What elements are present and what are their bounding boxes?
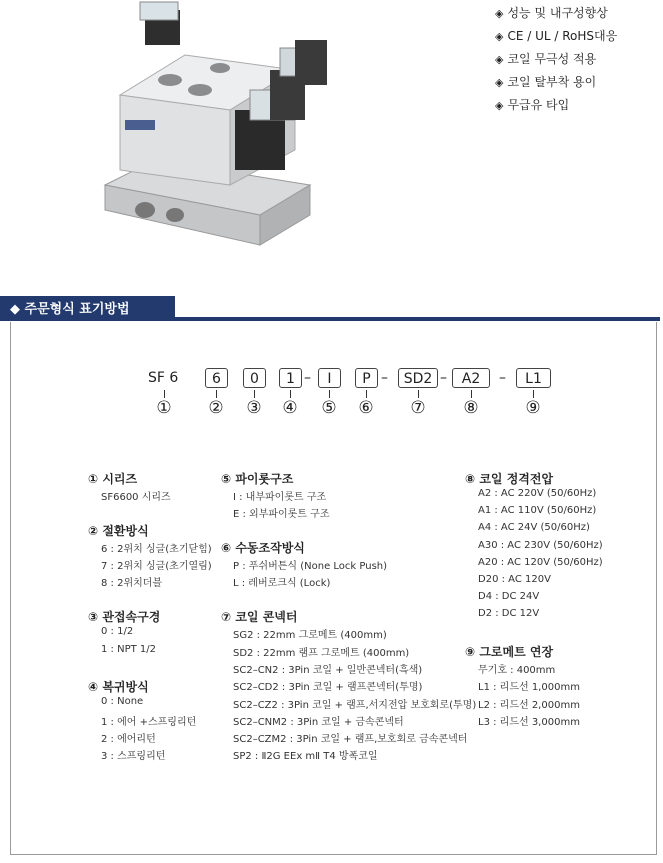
legend-switching-title: ② 절환방식 [88,524,149,538]
feature-item: ◈ CE / UL / RoHS대응 [495,29,618,43]
legend-pilot-item: E : 외부파이롯트 구조 [233,509,330,520]
legend-return-item: 1 : 에어 +스프링리턴 [101,717,197,728]
diamond-bullet-icon: ◈ [495,30,504,43]
legend-grommet-item: L1 : 리드선 1,000mm [478,682,580,693]
diamond-bullet-icon: ◈ [495,99,504,112]
legend-grommet-item: 무기호 : 400mm [478,665,556,676]
feature-item: ◈ 무급유 타입 [495,98,570,112]
code-number: ③ [246,398,262,418]
legend-connector-item: SC2–CNM2 : 3Pin 코일 + 금속콘넥터 [233,717,404,728]
code-number: ⑤ [321,398,337,418]
code-dash: – [440,370,447,386]
legend-voltage-item: A20 : AC 120V (50/60Hz) [478,557,603,568]
legend-series-title: ① 시리즈 [88,472,138,486]
legend-manual-title: ⑥ 수동조작방식 [221,541,305,555]
feature-item: ◈ 코일 탈부착 용이 [495,75,597,89]
legend-grommet-item: L3 : 리드선 3,000mm [478,717,580,728]
legend-connector-item: SC2–CZ2 : 3Pin 코일 + 램프,서지전압 보호회로(투명) [233,700,477,711]
code-number: ⑨ [525,398,541,418]
code-number: ② [208,398,224,418]
legend-connector-item: SD2 : 22mm 램프 그로메트 (400mm) [233,648,410,659]
code-box: 1 [279,368,302,388]
legend-voltage-item: D20 : AC 120V [478,574,551,585]
legend-manual-item: L : 레버로크식 (Lock) [233,578,331,589]
section-header-rule [0,317,660,321]
code-number: ① [156,398,172,418]
legend-pilot-item: I : 내부파이롯트 구조 [233,492,327,503]
legend-return-item: 3 : 스프링리턴 [101,751,166,762]
legend-connector-item: SG2 : 22mm 그로메트 (400mm) [233,630,387,641]
diamond-bullet-icon: ◈ [495,76,504,89]
legend-port-title: ③ 관접속구경 [88,610,161,624]
legend-voltage-item: A2 : AC 220V (50/60Hz) [478,488,597,499]
feature-item: ◈ 성능 및 내구성향상 [495,6,608,20]
legend-voltage-item: A4 : AC 24V (50/60Hz) [478,522,590,533]
code-box: L1 [516,368,551,388]
legend-voltage-item: A1 : AC 110V (50/60Hz) [478,505,597,516]
code-dash: – [381,370,388,386]
legend-connector-item: SC2–CD2 : 3Pin 코일 + 램프콘넥터(투명) [233,682,423,693]
legend-grommet-item: L2 : 리드선 2,000mm [478,700,580,711]
legend-connector-title: ⑦ 코일 콘넥터 [221,610,298,624]
code-box: SD2 [398,368,438,388]
legend-voltage-item: A30 : AC 230V (50/60Hz) [478,540,603,551]
legend-connector-item: SP2 : Ⅱ2G EEx mⅡ T4 방폭코일 [233,751,378,762]
legend-return-title: ④ 복귀방식 [88,680,149,694]
code-box: A2 [452,368,490,388]
code-dash: – [499,370,506,386]
code-number: ⑦ [410,398,426,418]
legend-voltage-title: ⑧ 코일 정격전압 [465,472,554,486]
legend-manual-item: P : 푸쉬버튼식 (None Lock Push) [233,561,388,572]
code-box: P [355,368,378,388]
diamond-bullet-icon: ◈ [495,53,504,66]
code-box: I [318,368,341,388]
legend-grommet-title: ⑨ 그로메트 연장 [465,645,554,659]
valve-manifold-image [100,0,340,250]
legend-connector-item: SC2–CZM2 : 3Pin 코일 + 램프,보호회로 금속콘넥터 [233,734,468,745]
legend-switching-item: 6 : 2위치 싱글(초기닫힘) [101,544,212,555]
diamond-bullet-icon: ◈ [495,7,504,20]
code-dash: – [304,370,311,386]
code-number: ⑧ [463,398,479,418]
legend-voltage-item: D2 : DC 12V [478,608,540,619]
legend-port-item: 0 : 1/2 [101,626,134,637]
section-title: ◆ 주문형식 표기방법 [10,302,130,317]
legend-switching-item: 7 : 2위치 싱글(초기열림) [101,561,212,572]
legend-pilot-title: ⑤ 파이롯구조 [221,472,294,486]
legend-switching-item: 8 : 2위치더블 [101,578,163,589]
legend-series-item: SF6600 시리즈 [101,492,171,503]
legend-return-item: 0 : None [101,696,144,707]
code-number: ⑥ [358,398,374,418]
feature-item: ◈ 코일 무극성 적용 [495,52,597,66]
code-box: 6 [205,368,228,388]
code-number: ④ [282,398,298,418]
code-prefix: SF 6 [148,370,179,386]
legend-connector-item: SC2–CN2 : 3Pin 코일 + 일반콘넥터(흑색) [233,665,423,676]
legend-port-item: 1 : NPT 1/2 [101,644,156,655]
legend-voltage-item: D4 : DC 24V [478,591,540,602]
legend-return-item: 2 : 에어리턴 [101,734,156,745]
code-box: 0 [243,368,266,388]
